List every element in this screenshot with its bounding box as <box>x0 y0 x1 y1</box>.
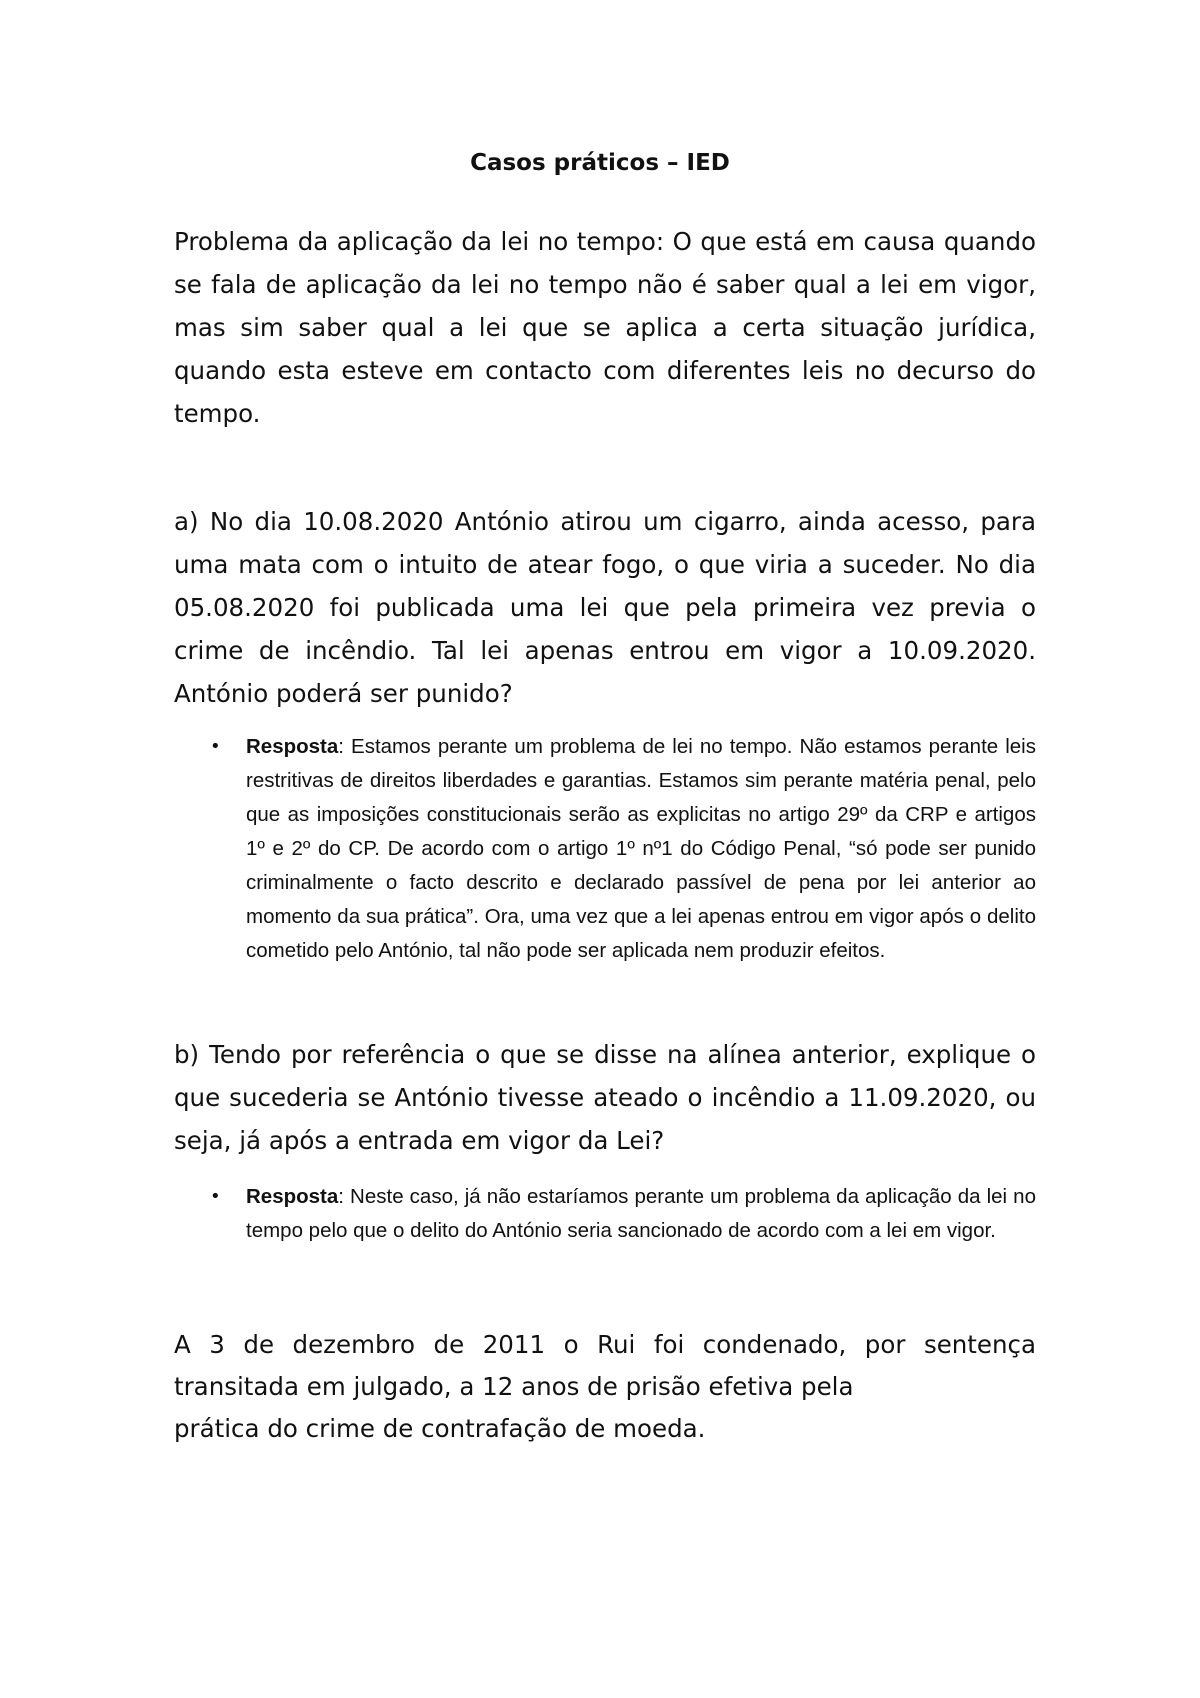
answer-a-text: Estamos perante um problema de lei no tempo. Não estamos perante leis restritivas de direitos liberdades e garantias. Estamos sim perante matéria penal, pelo que as imposições constitucionais serão as explicitas no artigo 29º da CRP e artigos 1º e 2º do CP. De acordo com o artigo 1º nº1 do Código Penal, “só pode ser punido criminalmente o facto descrito e declarado passível de pena por lei anterior ao momento da sua prática”. Ora, uma vez que a lei apenas entrou em vigor após o delito cometido pelo António, tal não pode ser aplicada nem produzir efeitos. <box>246 735 1036 962</box>
case-2-line-3: prática do crime de contrafação de moeda. <box>174 1414 706 1443</box>
document-title: Casos práticos – IED <box>470 150 730 176</box>
case-2-line-2: transitada em julgado, a 12 anos de prisão efetiva pela <box>174 1372 854 1401</box>
answer-a-paragraph <box>246 730 1036 968</box>
question-b-paragraph: b) Tendo por referência o que se disse na alínea anterior, explique o que sucederia se António tivesse ateado o incêndio a 11.09.2020, ou seja, já após a entrada em vigor da Lei? <box>174 1040 1036 1155</box>
answer-b-paragraph <box>246 1180 1036 1248</box>
answer-a-label: Resposta <box>246 735 339 758</box>
intro-paragraph: Problema da aplicação da lei no tempo: O que está em causa quando se fala de aplicação da lei no tempo não é saber qual a lei em vigor, mas sim saber qual a lei que se aplica a certa situação jurídica, quando esta esteve em contacto com diferentes leis no decurso do tempo. <box>174 227 1036 428</box>
answer-a-separator: : <box>338 735 352 758</box>
answer-b-label: Resposta <box>246 1185 339 1208</box>
answer-b-text: Neste caso, já não estaríamos perante um problema da aplicação da lei no tempo pelo que o delito do António seria sancionado de acordo com a lei em vigor. <box>246 1185 1036 1242</box>
bullet-icon: • <box>210 1186 221 1207</box>
bullet-icon: • <box>210 736 221 757</box>
question-a-paragraph: a) No dia 10.08.2020 António atirou um cigarro, ainda acesso, para uma mata com o intuito de atear fogo, o que viria a suceder. No dia 05.08.2020 foi publicada uma lei que pela primeira vez previa o crime de incêndio. Tal lei apenas entrou em vigor a 10.09.2020. António poderá ser punido? <box>174 507 1036 708</box>
answer-b-separator: : <box>338 1185 351 1208</box>
case-2-line-1: A 3 de dezembro de 2011 o Rui foi condenado, por sentença <box>174 1330 1036 1359</box>
case-2-paragraph <box>174 1324 1036 1450</box>
